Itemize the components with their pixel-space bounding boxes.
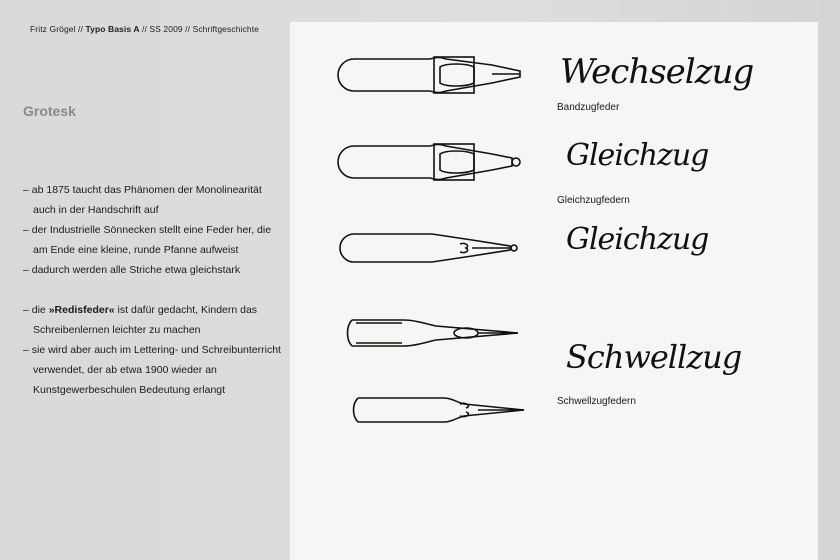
pointed-nib-icon (346, 318, 522, 348)
bandzug-script: Wechselzug (560, 52, 754, 92)
gleichzug-script-2: Gleichzug (566, 222, 709, 257)
section-title: Grotesk (23, 103, 76, 119)
bullet-item: – ab 1875 taucht das Phänomen der Monolinearität auch in der Handschrift auf (23, 184, 262, 216)
redisfeder-term: »Redisfeder« (48, 304, 115, 316)
ball-nib-pen-icon (342, 142, 524, 182)
illustration-panel (290, 22, 818, 560)
header-course: Typo Basis A (85, 24, 140, 34)
schwellzug-script: Schwellzug (566, 338, 742, 376)
header-rest: // SS 2009 // Schriftgeschichte (139, 24, 259, 34)
pointed-nib-icon-2 (348, 394, 528, 426)
ball-point-nib-icon (342, 230, 524, 266)
schwellzug-caption: Schwellzugfedern (557, 396, 636, 407)
bandzug-caption: Bandzugfeder (557, 102, 620, 113)
broad-nib-pen-icon (342, 55, 524, 95)
header-author: Fritz Grögel // (30, 24, 83, 34)
bullet-item-redisfeder (23, 300, 285, 340)
bullet-list (23, 180, 285, 400)
page-header (30, 24, 259, 34)
gleichzug-script: Gleichzug (566, 138, 709, 173)
bullet-suffix: ist dafür gedacht, Kindern das Schreibenlernen leichter zu machen (33, 304, 258, 336)
bullet-item: – sie wird aber auch im Lettering- und Schreibunterricht verwendet, der ab etwa 1900 wieder an Kunstgewerbeschulen Bedeutung erlangt (23, 344, 281, 396)
bullet-prefix: – die (23, 304, 49, 316)
gleichzug-caption: Gleichzugfedern (557, 195, 630, 206)
bullet-item: – der Industrielle Sönnecken stellt eine Feder her, die am Ende eine kleine, runde Pfanne aufweist (23, 224, 272, 256)
bullet-item: – dadurch werden alle Striche etwa gleichstark (23, 264, 241, 276)
